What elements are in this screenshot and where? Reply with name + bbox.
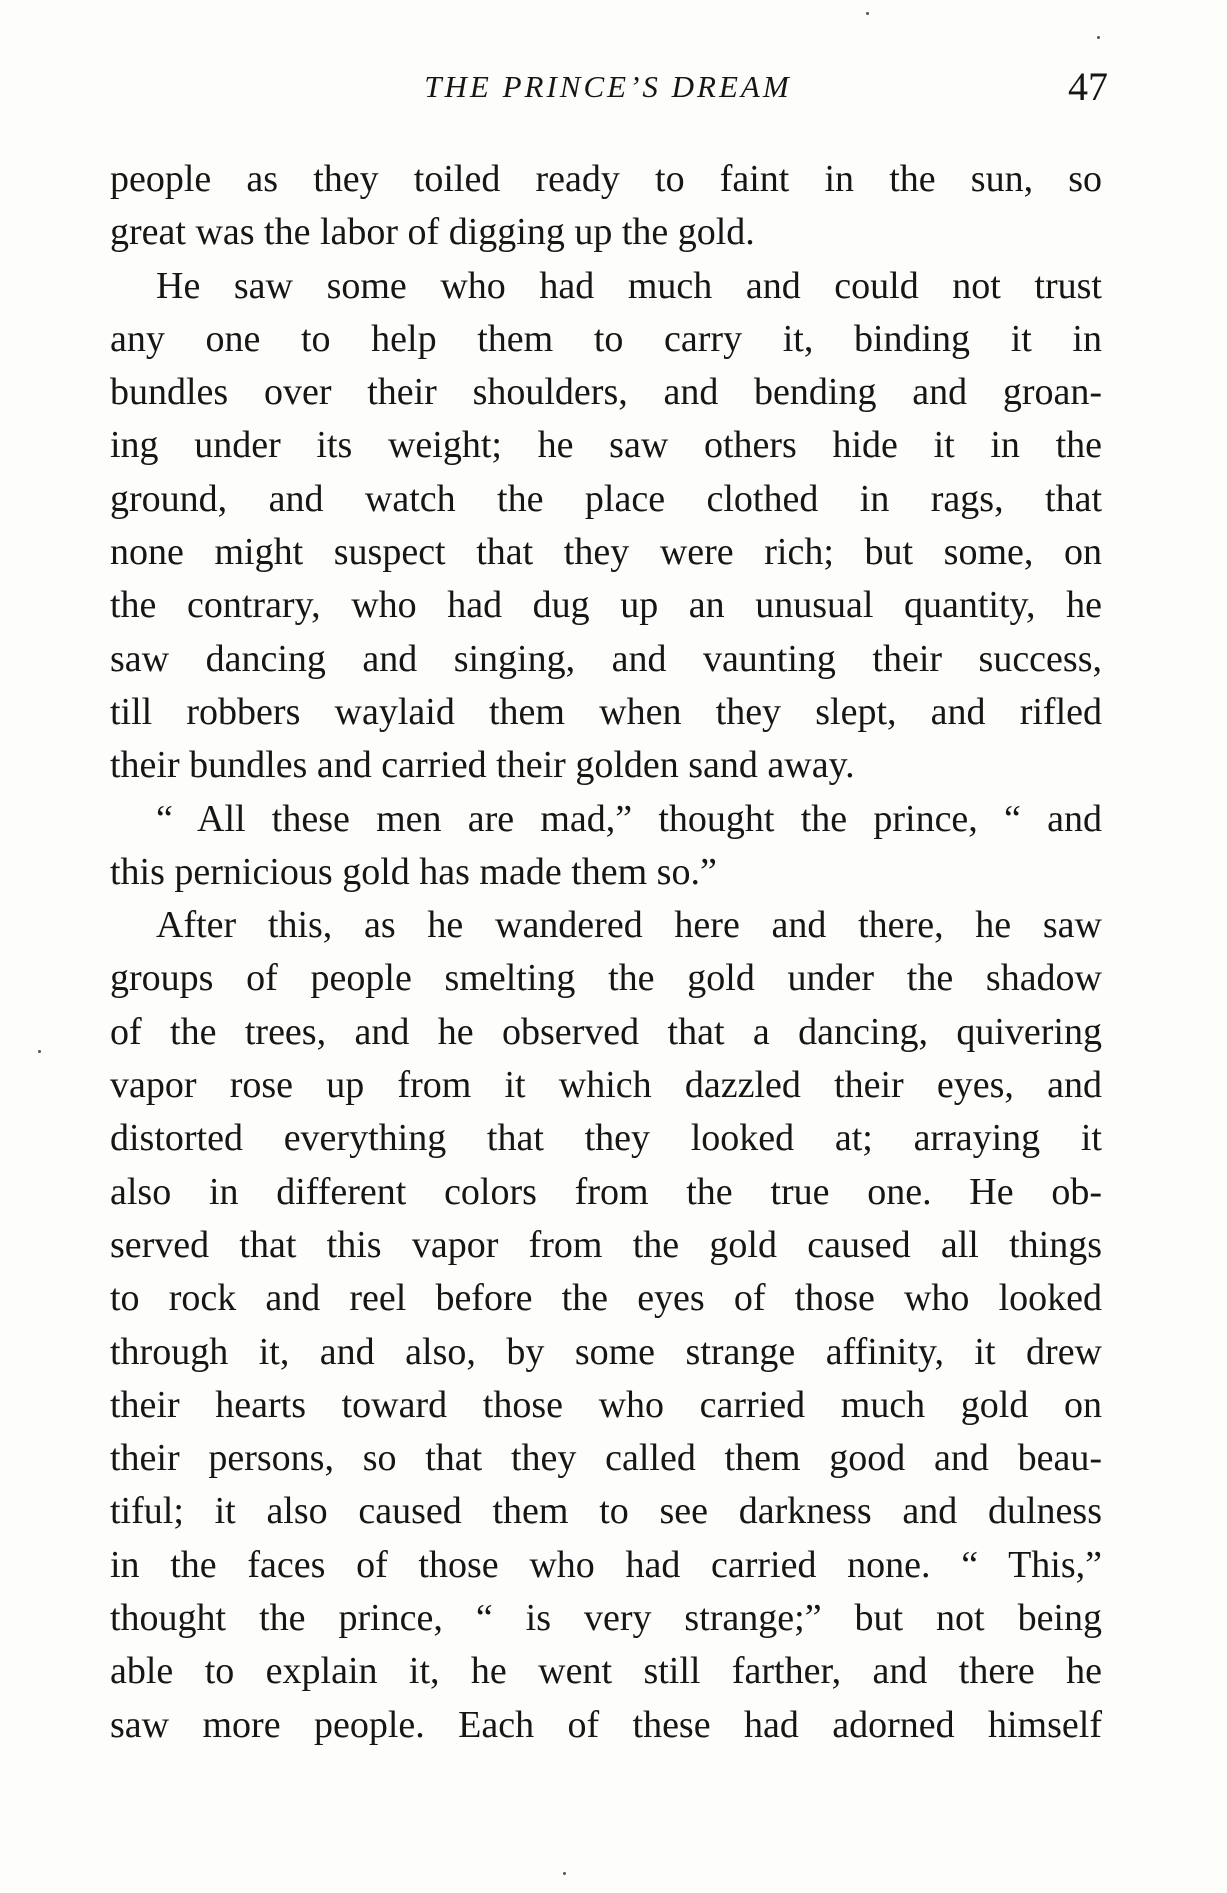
running-header — [108, 62, 1108, 112]
paper-speck — [38, 1050, 41, 1053]
running-title: THE PRINCE’S DREAM — [424, 69, 792, 104]
text-line: till robbers waylaid them when they slept, and rifled — [110, 690, 1102, 733]
text-line: vapor rose up from it which dazzled their eyes, and — [110, 1064, 1102, 1107]
text-line: He saw some who had much and could not trust — [156, 264, 1102, 307]
text-line: served that this vapor from the gold caused all things — [110, 1223, 1102, 1266]
text-line: saw more people. Each of these had adorned himself — [110, 1703, 1102, 1746]
text-line: After this, as he wandered here and there, he saw — [156, 904, 1102, 947]
page-number: 47 — [1068, 64, 1108, 109]
text-line: their hearts toward those who carried much gold on — [110, 1383, 1102, 1426]
text-line: to rock and reel before the eyes of those who looked — [110, 1277, 1102, 1320]
text-line: their bundles and carried their golden sand away. — [110, 744, 855, 787]
text-line: none might suspect that they were rich; but some, on — [110, 531, 1102, 574]
text-line: of the trees, and he observed that a dancing, quivering — [110, 1010, 1102, 1053]
paper-speck — [866, 12, 869, 15]
text-line: distorted everything that they looked at; arraying it — [110, 1117, 1102, 1160]
text-line: in the faces of those who had carried none. “ This,” — [110, 1543, 1102, 1586]
text-line: ing under its weight; he saw others hide it in the — [110, 424, 1102, 467]
text-line: the contrary, who had dug up an unusual quantity, he — [110, 584, 1102, 627]
text-line: able to explain it, he went still farther, and there he — [110, 1650, 1102, 1693]
paper-speck — [563, 1872, 566, 1875]
body-text — [110, 153, 1102, 1752]
text-line: bundles over their shoulders, and bending and groan- — [110, 371, 1102, 414]
text-line: ground, and watch the place clothed in rags, that — [110, 477, 1102, 520]
text-line: this pernicious gold has made them so.” — [110, 850, 717, 893]
text-line: their persons, so that they called them good and beau- — [110, 1437, 1102, 1480]
text-line: saw dancing and singing, and vaunting their success, — [110, 637, 1102, 680]
text-line: also in different colors from the true one. He ob- — [110, 1170, 1102, 1213]
paper-speck — [1097, 36, 1100, 39]
text-line: tiful; it also caused them to see darkness and dulness — [110, 1490, 1102, 1533]
text-line: through it, and also, by some strange affinity, it drew — [110, 1330, 1102, 1373]
text-line: groups of people smelting the gold under the shadow — [110, 957, 1102, 1000]
text-line: any one to help them to carry it, binding it in — [110, 317, 1102, 360]
text-line: great was the labor of digging up the gold. — [110, 211, 755, 254]
text-line: people as they toiled ready to faint in the sun, so — [110, 158, 1102, 200]
text-line: thought the prince, “ is very strange;” but not being — [110, 1597, 1102, 1640]
text-line: “ All these men are mad,” thought the prince, “ and — [156, 797, 1102, 840]
